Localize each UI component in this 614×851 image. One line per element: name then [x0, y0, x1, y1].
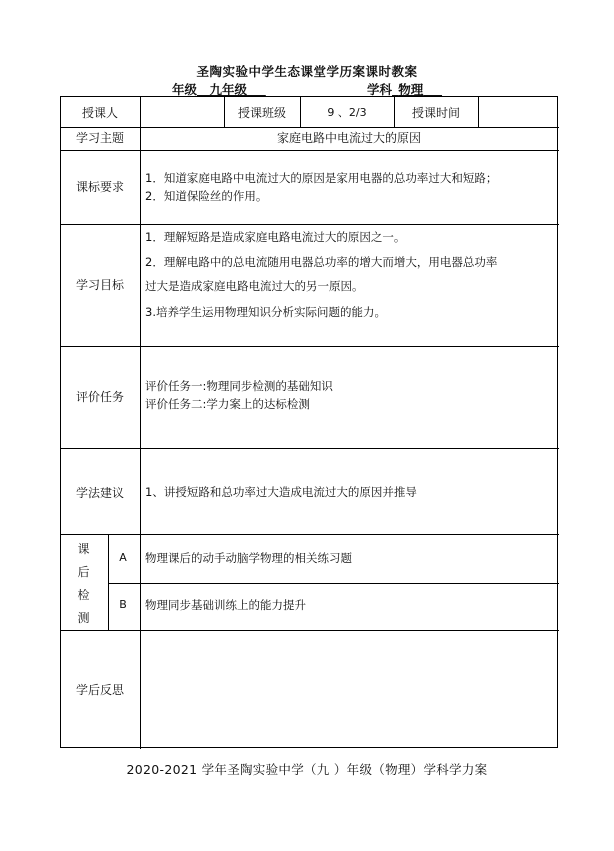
evaluation-item: 评价任务一:物理同步检测的基础知识: [145, 379, 333, 393]
after-check-char: 检: [77, 588, 90, 602]
evaluation-item: 评价任务二:学力案上的达标检测: [145, 397, 310, 411]
after-check-b-value: 物理同步基础训练上的能力提升: [145, 598, 306, 612]
after-check-a-label: A: [119, 551, 127, 564]
standards-label: 课标要求: [75, 180, 124, 194]
after-check-char: 课: [77, 542, 90, 556]
class-value: 9 、2/3: [327, 106, 367, 119]
document-title: 圣陶实验中学生态课堂学历案课时教案: [196, 64, 418, 79]
document-footer: 2020-2021 学年圣陶实验中学（九 ）年级（物理）学科学力案: [126, 762, 488, 777]
standards-item: 2．知道保险丝的作用。: [145, 189, 268, 203]
evaluation-label: 评价任务: [75, 390, 124, 404]
reflection-label: 学后反思: [75, 683, 124, 697]
standards-item: 1．知道家庭电路中电流过大的原因是家用电器的总功率过大和短路；: [145, 171, 498, 185]
subject-value: _物理___: [392, 82, 443, 97]
goals-item: 1．理解短路是造成家庭电路电流过大的原因之一。: [145, 230, 406, 244]
after-check-a-value: 物理课后的动手动脑学物理的相关练习题: [145, 551, 352, 565]
goals-item: 2．理解电路中的总电流随用电器总功率的增大而增大，用电器总功率: [145, 255, 498, 269]
goals-item: 3.培养学生运用物理知识分析实际问题的能力。: [145, 305, 386, 319]
grade-label: 年级: [172, 82, 198, 97]
topic-label: 学习主题: [75, 131, 124, 145]
after-check-b-label: B: [119, 598, 127, 611]
time-label: 授课时间: [411, 106, 460, 120]
after-check-char: 测: [77, 611, 90, 625]
method-label: 学法建议: [75, 486, 124, 500]
goals-label: 学习目标: [75, 278, 124, 292]
goals-item: 过大是造成家庭电路电流过大的另一原因。: [145, 279, 364, 293]
teacher-label: 授课人: [81, 106, 118, 120]
class-label: 授课班级: [237, 106, 286, 120]
subject-label: 学科: [367, 82, 393, 97]
method-value: 1、讲授短路和总功率过大造成电流过大的原因并推导: [145, 485, 417, 499]
after-check-char: 后: [77, 565, 90, 579]
topic-value: 家庭电路中电流过大的原因: [276, 131, 421, 145]
grade-value: __九年级___: [197, 82, 266, 97]
